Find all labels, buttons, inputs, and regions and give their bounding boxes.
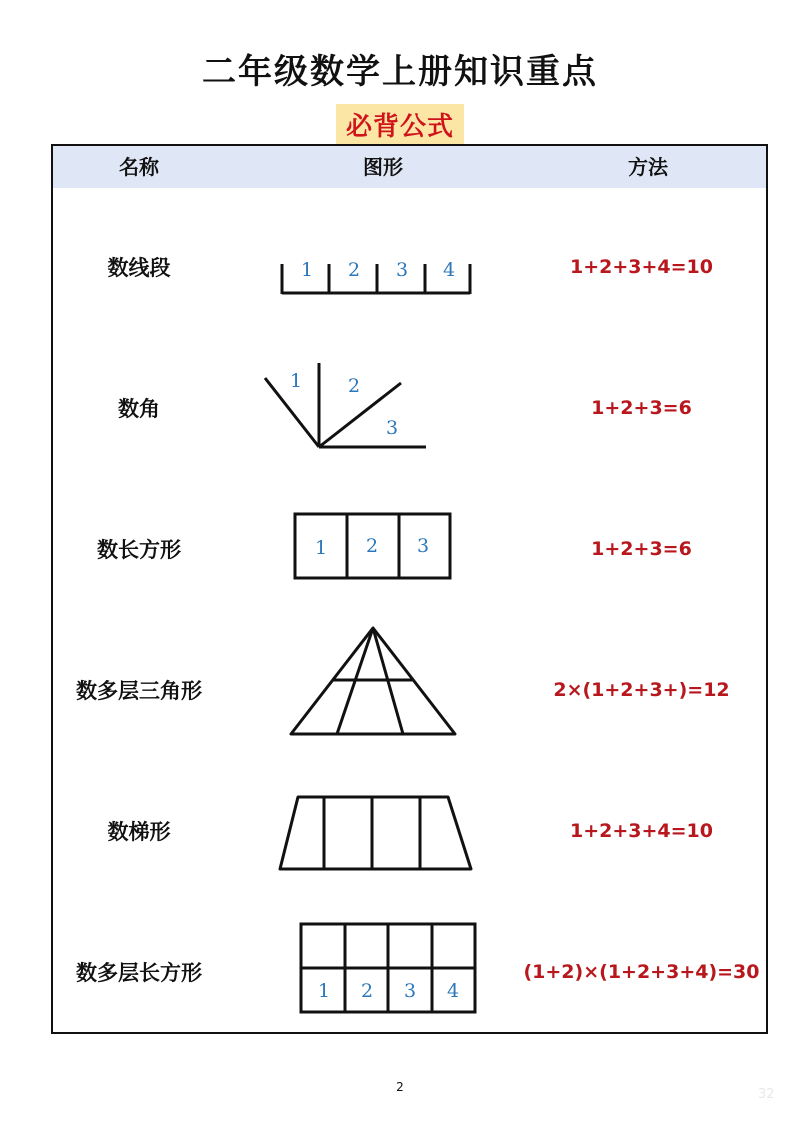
page-number: 2 [396, 1080, 404, 1094]
table-row [53, 760, 766, 901]
rectangle-figure [253, 478, 513, 619]
segment-label: 3 [396, 259, 409, 281]
rectangle-label: 3 [417, 535, 430, 557]
row-formula: 1+2+3=6 [591, 396, 692, 419]
layered-triangle-figure [253, 619, 513, 760]
table-row [53, 901, 766, 1042]
segment-label: 4 [443, 259, 456, 281]
segment-label: 1 [301, 259, 314, 281]
header-figure: 图形 [363, 155, 403, 179]
page-title: 二年级数学上册知识重点 [202, 52, 598, 92]
row-formula: 1+2+3+4=10 [569, 255, 713, 278]
table-row [53, 196, 766, 337]
table-row [53, 337, 766, 478]
row-formula: 1+2+3=6 [591, 537, 692, 560]
table-row [53, 619, 766, 760]
rectangle-label: 4 [447, 980, 460, 1002]
angle-label: 1 [290, 370, 303, 392]
header-name: 名称 [119, 155, 159, 179]
row-name: 数多层长方形 [76, 960, 202, 985]
subtitle-badge: 必背公式 [336, 104, 464, 145]
row-formula: 1+2+3+4=10 [569, 819, 713, 842]
segment-label: 2 [348, 259, 361, 281]
row-name: 数梯形 [107, 819, 171, 844]
rectangle-label: 2 [361, 980, 374, 1002]
rectangle-label: 1 [315, 537, 328, 559]
row-formula: (1+2)×(1+2+3+4)=30 [523, 960, 760, 983]
line-segment-figure [253, 196, 513, 337]
row-name: 数长方形 [97, 537, 181, 562]
angle-label: 2 [348, 375, 361, 397]
layered-rectangle-figure [253, 901, 513, 1042]
row-formula: 2×(1+2+3+)=12 [553, 678, 730, 701]
rectangle-label: 1 [318, 980, 331, 1002]
formula-table [51, 144, 768, 1034]
row-name: 数多层三角形 [76, 678, 202, 703]
rectangle-label: 3 [404, 980, 417, 1002]
angle-figure [253, 337, 513, 478]
row-name: 数角 [118, 396, 160, 421]
table-header [53, 146, 766, 188]
header-method: 方法 [628, 155, 668, 179]
angle-label: 3 [386, 417, 399, 439]
trapezoid-figure [253, 760, 513, 901]
row-name: 数线段 [107, 255, 171, 280]
table-row [53, 478, 766, 619]
corner-mark: 32 [758, 1087, 775, 1102]
rectangle-label: 2 [366, 535, 379, 557]
